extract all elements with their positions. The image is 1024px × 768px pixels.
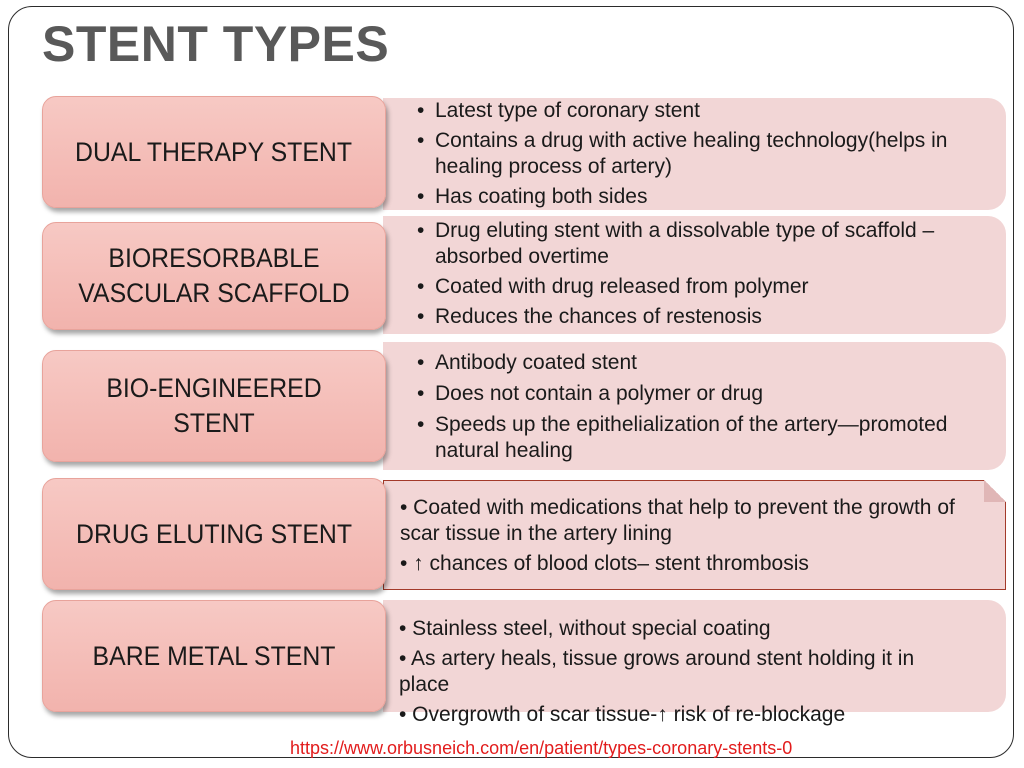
dual-therapy-stent-label: DUAL THERAPY STENT bbox=[42, 96, 386, 208]
bullet: • Reduces the chances of restenosis bbox=[383, 304, 1006, 330]
bare-metal-stent-label: BARE METAL STENT bbox=[42, 600, 386, 712]
bioresorbable-scaffold-label: BIORESORBABLE VASCULAR SCAFFOLD bbox=[42, 222, 386, 330]
bullet: • Coated with medications that help to prevent the growth of scar tissue in the artery lining bbox=[400, 496, 955, 545]
bullet: • Stainless steel, without special coating bbox=[399, 617, 771, 640]
bullet: • Does not contain a polymer or drug bbox=[383, 381, 1006, 407]
drug-eluting-details bbox=[383, 480, 1006, 590]
bullet: • Latest type of coronary stent bbox=[383, 98, 1006, 124]
bio-engineered-stent-label: BIO-ENGINEERED STENT bbox=[42, 350, 386, 462]
source-link[interactable]: https://www.orbusneich.com/en/patient/types-coronary-stents-0 bbox=[290, 738, 793, 758]
bare-metal-details bbox=[383, 600, 1006, 726]
bullet: • Contains a drug with active healing technology(helps in healing process of artery) bbox=[383, 128, 1006, 180]
bullet: • Drug eluting stent with a dissolvable type of scaffold – absorbed overtime bbox=[383, 218, 1006, 270]
bullet: • Has coating both sides bbox=[383, 184, 1006, 210]
dual-therapy-details bbox=[383, 98, 1006, 210]
bullet: • As artery heals, tissue grows around stent holding it in place bbox=[399, 647, 915, 696]
bullet: • ↑ chances of blood clots– stent thrombosis bbox=[400, 552, 809, 575]
bioresorbable-details bbox=[383, 216, 1006, 334]
slide-title: STENT TYPES bbox=[42, 16, 390, 72]
bullet: • Antibody coated stent bbox=[383, 350, 1006, 376]
bullet: • Speeds up the epithelialization of the artery—promoted natural healing bbox=[383, 412, 1006, 464]
bullet: • Overgrowth of scar tissue-↑ risk of re-blockage bbox=[399, 703, 846, 726]
bullet: • Coated with drug released from polymer bbox=[383, 274, 1006, 300]
bio-engineered-details bbox=[383, 342, 1006, 470]
drug-eluting-stent-label: DRUG ELUTING STENT bbox=[42, 478, 386, 590]
